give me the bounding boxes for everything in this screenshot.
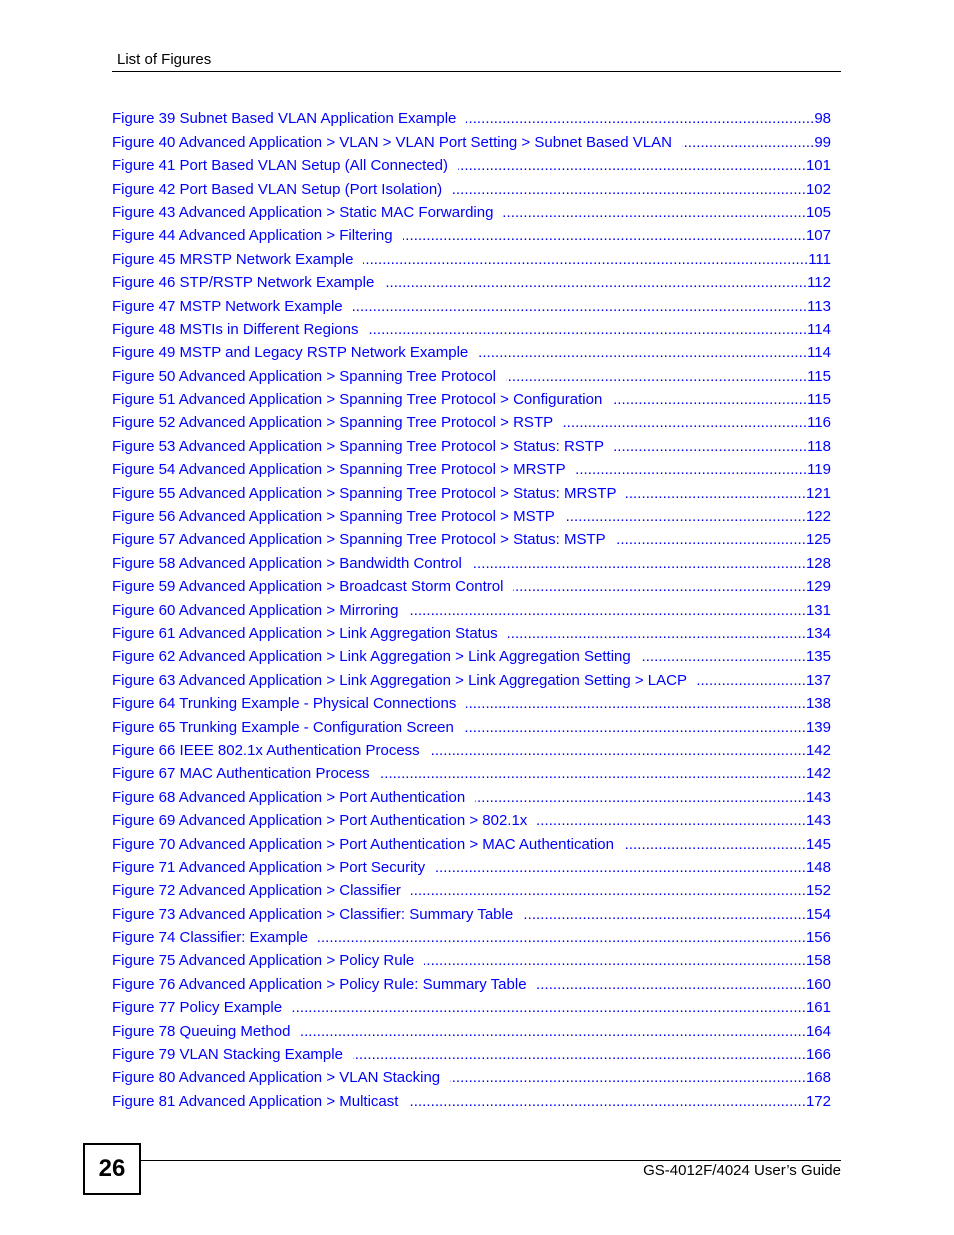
figure-page-number: 145	[805, 835, 831, 853]
figure-title: Figure 54 Advanced Application > Spanning Tree Protocol > MRSTP	[112, 461, 566, 479]
figure-link[interactable]	[112, 690, 831, 713]
figure-title: Figure 47 MSTP Network Example	[112, 297, 343, 315]
figure-title: Figure 58 Advanced Application > Bandwidth Control	[112, 554, 462, 572]
dot-leader	[466, 695, 806, 713]
figure-link[interactable]	[112, 362, 831, 385]
figure-page-number: 131	[805, 601, 831, 619]
figure-link[interactable]	[112, 222, 831, 245]
figure-title: Figure 62 Advanced Application > Link Aggregation > Link Aggregation Setting	[112, 648, 631, 666]
dot-leader	[624, 836, 806, 854]
figure-page-number: 116	[807, 414, 831, 432]
dot-leader	[503, 204, 806, 222]
figure-page-number: 172	[805, 1092, 831, 1110]
figure-link[interactable]	[112, 666, 831, 689]
dot-leader	[384, 274, 807, 292]
figure-page-number: 135	[805, 648, 831, 666]
dot-leader	[506, 368, 807, 386]
figure-link[interactable]	[112, 947, 831, 970]
figure-link[interactable]	[112, 245, 831, 268]
figure-page-number: 102	[805, 180, 831, 198]
figure-page-number: 142	[805, 765, 831, 783]
dot-leader	[363, 251, 808, 269]
dot-leader	[682, 134, 814, 152]
figure-page-number: 142	[805, 741, 831, 759]
figure-link[interactable]	[112, 877, 831, 900]
dot-leader	[523, 906, 806, 924]
figure-page-number: 118	[807, 437, 831, 455]
figure-link[interactable]	[112, 713, 831, 736]
dot-leader	[626, 485, 806, 503]
figure-page-number: 158	[805, 952, 831, 970]
figure-title: Figure 65 Trunking Example - Configuration Screen	[112, 718, 454, 736]
figure-title: Figure 68 Advanced Application > Port Authentication	[112, 788, 466, 806]
figure-title: Figure 39 Subnet Based VLAN Application Example	[112, 110, 457, 128]
figure-page-number: 166	[805, 1046, 831, 1064]
figure-link[interactable]	[112, 783, 831, 806]
figure-page-number: 114	[807, 344, 831, 362]
figure-title: Figure 40 Advanced Application > VLAN > VLAN Port Setting > Subnet Based VLAN	[112, 133, 672, 151]
figure-link[interactable]	[112, 1064, 831, 1087]
figure-page-number: 137	[805, 671, 831, 689]
dot-leader	[430, 742, 806, 760]
figure-page-number: 114	[807, 320, 831, 338]
page-number-box	[83, 1143, 141, 1195]
figure-link[interactable]	[112, 573, 831, 596]
figure-title: Figure 74 Classifier: Example	[112, 929, 308, 947]
dot-leader	[537, 812, 806, 830]
dot-leader	[424, 952, 806, 970]
dot-leader	[403, 227, 806, 245]
dot-leader	[450, 1069, 806, 1087]
dot-leader	[513, 578, 805, 596]
figure-page-number: 115	[807, 391, 831, 409]
figure-title: Figure 80 Advanced Application > VLAN Stacking	[112, 1069, 441, 1087]
figure-link[interactable]	[112, 924, 831, 947]
dot-leader	[616, 531, 806, 549]
figure-title: Figure 52 Advanced Application > Spanning Tree Protocol > RSTP	[112, 414, 554, 432]
figure-page-number: 139	[805, 718, 831, 736]
figure-link[interactable]	[112, 994, 831, 1017]
figure-title: Figure 59 Advanced Application > Broadcast Storm Control	[112, 578, 504, 596]
dot-leader	[475, 789, 806, 807]
figure-page-number: 143	[805, 812, 831, 830]
figure-title: Figure 57 Advanced Application > Spanning Tree Protocol > Status: MSTP	[112, 531, 606, 549]
figure-link[interactable]	[112, 105, 831, 128]
running-header-title: List of Figures	[117, 51, 212, 68]
figure-link[interactable]	[112, 854, 831, 877]
figure-page-number: 129	[805, 578, 831, 596]
figure-link[interactable]	[112, 1087, 831, 1110]
figure-title: Figure 79 VLAN Stacking Example	[112, 1046, 343, 1064]
figure-page-number: 148	[805, 858, 831, 876]
figure-link[interactable]	[112, 432, 831, 455]
figure-link[interactable]	[112, 596, 831, 619]
figure-page-number: 105	[805, 203, 831, 221]
figure-page-number: 161	[805, 999, 831, 1017]
figure-link[interactable]	[112, 152, 831, 175]
figure-page-number: 168	[805, 1069, 831, 1087]
figure-page-number: 125	[805, 531, 831, 549]
dot-leader	[641, 648, 806, 666]
figure-title: Figure 75 Advanced Application > Policy Rule	[112, 952, 415, 970]
figure-link[interactable]	[112, 339, 831, 362]
figure-title: Figure 41 Port Based VLAN Setup (All Connected)	[112, 157, 449, 175]
figure-title: Figure 44 Advanced Application > Filtering	[112, 227, 393, 245]
dot-leader	[353, 1046, 806, 1064]
figure-page-number: 101	[805, 157, 831, 175]
figure-page-number: 122	[805, 508, 831, 526]
figure-link[interactable]	[112, 900, 831, 923]
figure-link[interactable]	[112, 970, 831, 993]
dot-leader	[466, 110, 814, 128]
figure-page-number: 128	[805, 554, 831, 572]
dot-leader	[612, 391, 807, 409]
figure-page-number: 138	[805, 695, 831, 713]
figure-title: Figure 71 Advanced Application > Port Security	[112, 858, 426, 876]
dot-leader	[353, 298, 807, 316]
dot-leader	[435, 859, 806, 877]
figure-page-number: 98	[814, 110, 831, 128]
figure-link[interactable]	[112, 269, 831, 292]
dot-leader	[411, 882, 806, 900]
dot-leader	[452, 181, 806, 199]
figure-link[interactable]	[112, 760, 831, 783]
footer-divider	[141, 1160, 841, 1161]
figure-link[interactable]	[112, 643, 831, 666]
figure-title: Figure 78 Queuing Method	[112, 1022, 291, 1040]
figure-link[interactable]	[112, 199, 831, 222]
figure-title: Figure 72 Advanced Application > Classifier	[112, 882, 401, 900]
figure-page-number: 134	[805, 624, 831, 642]
figure-page-number: 143	[805, 788, 831, 806]
figure-title: Figure 73 Advanced Application > Classifier: Summary Table	[112, 905, 514, 923]
figure-title: Figure 81 Advanced Application > Multicast	[112, 1092, 399, 1110]
figure-title: Figure 43 Advanced Application > Static MAC Forwarding	[112, 203, 494, 221]
figure-link[interactable]	[112, 316, 831, 339]
dot-leader	[464, 719, 806, 737]
figure-title: Figure 64 Trunking Example - Physical Connections	[112, 695, 457, 713]
dot-leader	[472, 555, 806, 573]
figure-title: Figure 70 Advanced Application > Port Authentication > MAC Authentication	[112, 835, 614, 853]
figure-page-number: 107	[805, 227, 831, 245]
figure-title: Figure 69 Advanced Application > Port Authentication > 802.1x	[112, 812, 528, 830]
figure-page-number: 154	[805, 905, 831, 923]
figure-link[interactable]	[112, 807, 831, 830]
dot-leader	[537, 976, 806, 994]
figure-page-number: 115	[807, 367, 831, 385]
figure-page-number: 111	[808, 250, 831, 268]
figure-page-number: 156	[805, 929, 831, 947]
figure-link[interactable]	[112, 292, 831, 315]
figure-title: Figure 63 Advanced Application > Link Aggregation > Link Aggregation Setting > LACP	[112, 671, 687, 689]
figure-page-number: 152	[805, 882, 831, 900]
figure-title: Figure 50 Advanced Application > Spanning Tree Protocol	[112, 367, 497, 385]
dot-leader	[614, 438, 807, 456]
dot-leader	[408, 1093, 806, 1111]
figure-title: Figure 53 Advanced Application > Spanning Tree Protocol > Status: RSTP	[112, 437, 604, 455]
figure-page-number: 164	[805, 1022, 831, 1040]
dot-leader	[697, 672, 806, 690]
dot-leader	[300, 1023, 806, 1041]
figure-link[interactable]	[112, 1041, 831, 1064]
figure-link[interactable]	[112, 386, 831, 409]
dot-leader	[565, 508, 806, 526]
figure-page-number: 112	[807, 274, 831, 292]
figure-link[interactable]	[112, 830, 831, 853]
dot-leader	[318, 929, 806, 947]
page-number: 26	[98, 1155, 126, 1182]
guide-title: GS-4012F/4024 User’s Guide	[643, 1162, 841, 1179]
figure-link[interactable]	[112, 1017, 831, 1040]
figure-page-number: 121	[805, 484, 831, 502]
figure-page-number: 119	[807, 461, 831, 479]
figure-title: Figure 55 Advanced Application > Spanning Tree Protocol > Status: MRSTP	[112, 484, 617, 502]
figure-link[interactable]	[112, 409, 831, 432]
dot-leader	[408, 602, 806, 620]
dot-leader	[458, 157, 806, 175]
figure-link[interactable]	[112, 526, 831, 549]
figure-link[interactable]	[112, 620, 831, 643]
list-of-figures	[112, 105, 831, 1111]
figure-link[interactable]	[112, 128, 831, 151]
figure-title: Figure 66 IEEE 802.1x Authentication Process	[112, 741, 420, 759]
figure-title: Figure 46 STP/RSTP Network Example	[112, 274, 375, 292]
figure-title: Figure 61 Advanced Application > Link Aggregation Status	[112, 624, 498, 642]
figure-link[interactable]	[112, 737, 831, 760]
dot-leader	[576, 461, 807, 479]
figure-page-number: 99	[814, 133, 831, 151]
figure-link[interactable]	[112, 549, 831, 572]
figure-title: Figure 76 Advanced Application > Policy Rule: Summary Table	[112, 975, 527, 993]
header-divider	[112, 71, 841, 72]
figure-title: Figure 45 MRSTP Network Example	[112, 250, 354, 268]
figure-page-number: 113	[807, 297, 831, 315]
figure-link[interactable]	[112, 175, 831, 198]
figure-link[interactable]	[112, 456, 831, 479]
figure-page-number: 160	[805, 975, 831, 993]
figure-title: Figure 48 MSTIs in Different Regions	[112, 320, 359, 338]
dot-leader	[563, 414, 807, 432]
figure-title: Figure 51 Advanced Application > Spanning Tree Protocol > Configuration	[112, 391, 603, 409]
figure-title: Figure 56 Advanced Application > Spanning Tree Protocol > MSTP	[112, 508, 555, 526]
figure-title: Figure 77 Policy Example	[112, 999, 283, 1017]
figure-title: Figure 67 MAC Authentication Process	[112, 765, 370, 783]
dot-leader	[292, 999, 806, 1017]
dot-leader	[508, 625, 806, 643]
figure-link[interactable]	[112, 503, 831, 526]
dot-leader	[380, 765, 806, 783]
figure-title: Figure 60 Advanced Application > Mirroring	[112, 601, 399, 619]
dot-leader	[369, 321, 808, 339]
dot-leader	[478, 344, 807, 362]
figure-title: Figure 49 MSTP and Legacy RSTP Network Example	[112, 344, 469, 362]
figure-title: Figure 42 Port Based VLAN Setup (Port Isolation)	[112, 180, 443, 198]
figure-link[interactable]	[112, 479, 831, 502]
